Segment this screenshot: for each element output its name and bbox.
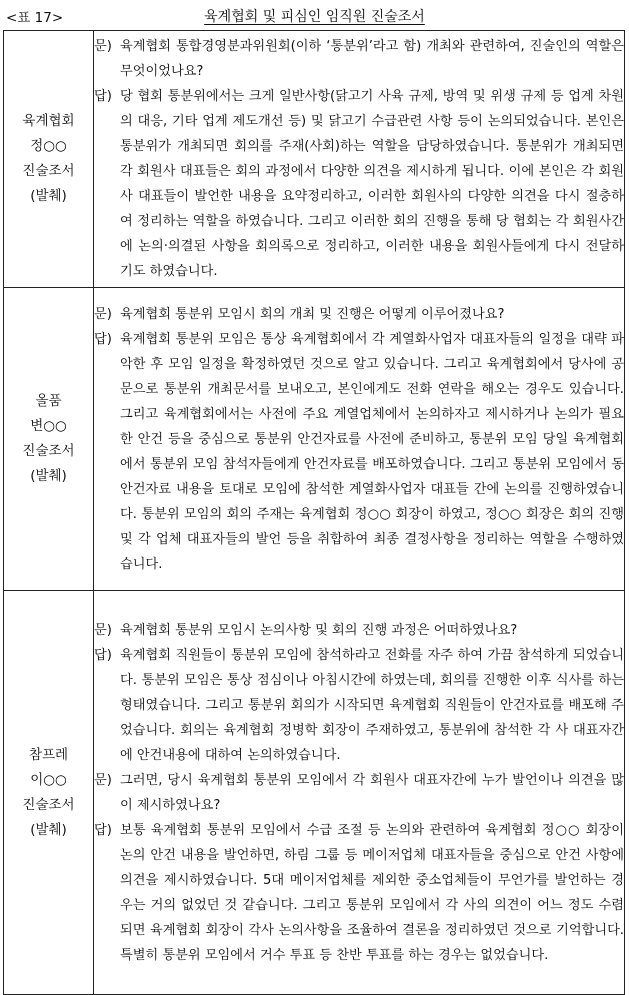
source-org: 육계협회 (22, 113, 75, 129)
question-text: 그러면, 당시 육계협회 통분위 모임에서 각 회원사 대표자간에 누가 발언이나 의견을 많이 제시하였나요? (120, 772, 624, 813)
statement-source-cell (4, 31, 94, 288)
answer-marker: 답) (94, 331, 112, 347)
question (94, 618, 624, 643)
table-row (4, 31, 625, 288)
source-doc-type: 진술조서 (22, 443, 75, 459)
question-marker: 문) (94, 39, 112, 54)
source-doc-type: 진술조서 (22, 163, 75, 179)
statement-content-cell (94, 591, 625, 995)
table-row (4, 288, 625, 591)
statement-source-cell (4, 288, 94, 591)
answer-text: 육계협회 통분위 모임은 통상 육계협회에서 각 계열화사업자 대표자들의 일정을 대략 파악한 후 모임 일정을 확정하였던 것으로 알고 있습니다. 그리고 육계협회에서 당사에 공문으로 통분위 개최문서를 보내오고, 본인에게도 전화 연락을 해오는 경우도 있습니다. 그리고 육계협회에서는 사전에 주요 계열업체에서 논의하자고 제시하거나 논의가 필요한 안건 등을 중심으로 통분위 안건자료를 사전에 준비하고, 통분위 모임 당일 육계협회에서 통분위 모임 참석자들에게 안건자료를 배포하였습니다. 그리고 통분위 모임에서 동 안건자료 내용을 토대로 모임에 참석한 계열화사업자 대표들 간에 논의를 진행하였습니다. 통분위 모임의 회의 주재는 육계협회 정○○ 회장이 하였고, 정○○ 회장은 회의 진행 및 각 업체 대표자들의 발언 등을 취합하여 최종 결정사항을 정리하는 역할을 수행하였습니다. (120, 331, 624, 572)
answer (94, 643, 624, 768)
answer-text: 당 협회 통분위에서는 크게 일반사항(닭고기 사육 규제, 방역 및 위생 규제 등 업계 차원의 대응, 기타 업계 제도개선 등) 및 닭고기 수급관련 사항 등이 논의되었습니다. 본인은 통분위가 개최되면 회의를 주재(사회)하는 역할을 담당하였습니다. 통분위가 개최되면 각 회원사 대표들은 회의 과정에서 다양한 의견을 제시하게 됩니다. 이에 본인은 각 회원사 대표들이 발언한 내용을 요약정리하고, 이러한 회원사의 다양한 의견을 다시 절충하여 정리하는 역할을 하였습니다. 그리고 이러한 회의 진행을 통해 당 협회는 각 회원사간에 논의·의결된 사항을 회의록으로 정리하고, 이러한 내용을 회원사들에게 다시 전달하기도 하였습니다. (120, 89, 624, 279)
answer (94, 327, 624, 577)
answer-marker: 답) (94, 647, 112, 663)
source-excerpt-note: (발췌) (30, 821, 67, 838)
answer (94, 84, 624, 284)
document-title (0, 6, 629, 26)
question-marker: 문) (94, 772, 112, 788)
statement-source-cell (4, 591, 94, 995)
source-excerpt-note: (발췌) (30, 468, 67, 484)
source-org: 참프레 (28, 746, 69, 763)
source-person: 변○○ (30, 418, 67, 434)
table-label: <표 17> (6, 10, 64, 26)
caption (0, 4, 629, 26)
question (94, 302, 624, 327)
source-org: 올품 (35, 393, 62, 409)
question-text: 육계협회 통합경영분과위원회(이하 ‘통분위’라고 함) 개최와 관련하여, 진술인의 역할은 무엇이었나요? (120, 39, 624, 79)
statement-content-cell (94, 31, 625, 288)
answer (94, 818, 624, 968)
question (94, 34, 624, 84)
question-text: 육계협회 통분위 모임시 회의 개최 및 진행은 어떻게 이루어졌나요? (120, 306, 505, 322)
statement-content-cell (94, 288, 625, 591)
source-person: 정○○ (30, 138, 67, 154)
answer-marker: 답) (94, 822, 112, 838)
source-person: 이○○ (30, 771, 67, 788)
statement-table (3, 30, 625, 995)
source-excerpt-note: (발췌) (30, 188, 67, 204)
answer-text: 보통 육계협회 통분위 모임에서 수급 조절 등 논의와 관련하여 육계협회 정○○ 회장이 논의 안건 내용을 발언하면, 하림 그룹 등 메이저업체 대표자들을 중심으로 안건 사항에 의견을 제시하였습니다. 5대 메이저업체를 제외한 중소업체들이 무언가를 발언하는 경우는 거의 없었던 것 같습니다. 그리고 통분위 모임에서 각 사의 의견이 어느 정도 수렴되면 육계협회 회장이 각사 논의사항을 조율하여 결론을 정리하였던 것으로 기억합니다. 특별히 통분위 모임에서 거수 투표 등 찬반 투표를 하는 경우는 없었습니다. (120, 822, 624, 963)
question-marker: 문) (94, 306, 112, 322)
question-text: 육계협회 통분위 모임시 논의사항 및 회의 진행 과정은 어떠하였나요? (120, 622, 518, 638)
document-title-text: 육계협회 및 피심인 임직원 진술조서 (204, 9, 425, 25)
question-marker: 문) (94, 622, 112, 638)
question (94, 768, 624, 818)
source-doc-type: 진술조서 (22, 796, 75, 813)
answer-marker: 답) (94, 89, 112, 104)
answer-text: 육계협회 직원들이 통분위 모임에 참석하라고 전화를 자주 하여 가끔 참석하게 되었습니다. 통분위 모임은 통상 점심이나 아침시간에 하였는데, 회의를 진행한 이후 식사를 하는 형태였습니다. 그리고 통분위 회의가 시작되면 육계협회 직원들이 안건자료를 배포해 주었습니다. 회의는 육계협회 정병학 회장이 주재하였고, 통분위에 참석한 각 사 대표자간에 안건내용에 대하여 논의하였습니다. (120, 647, 624, 763)
table-row (4, 591, 625, 995)
